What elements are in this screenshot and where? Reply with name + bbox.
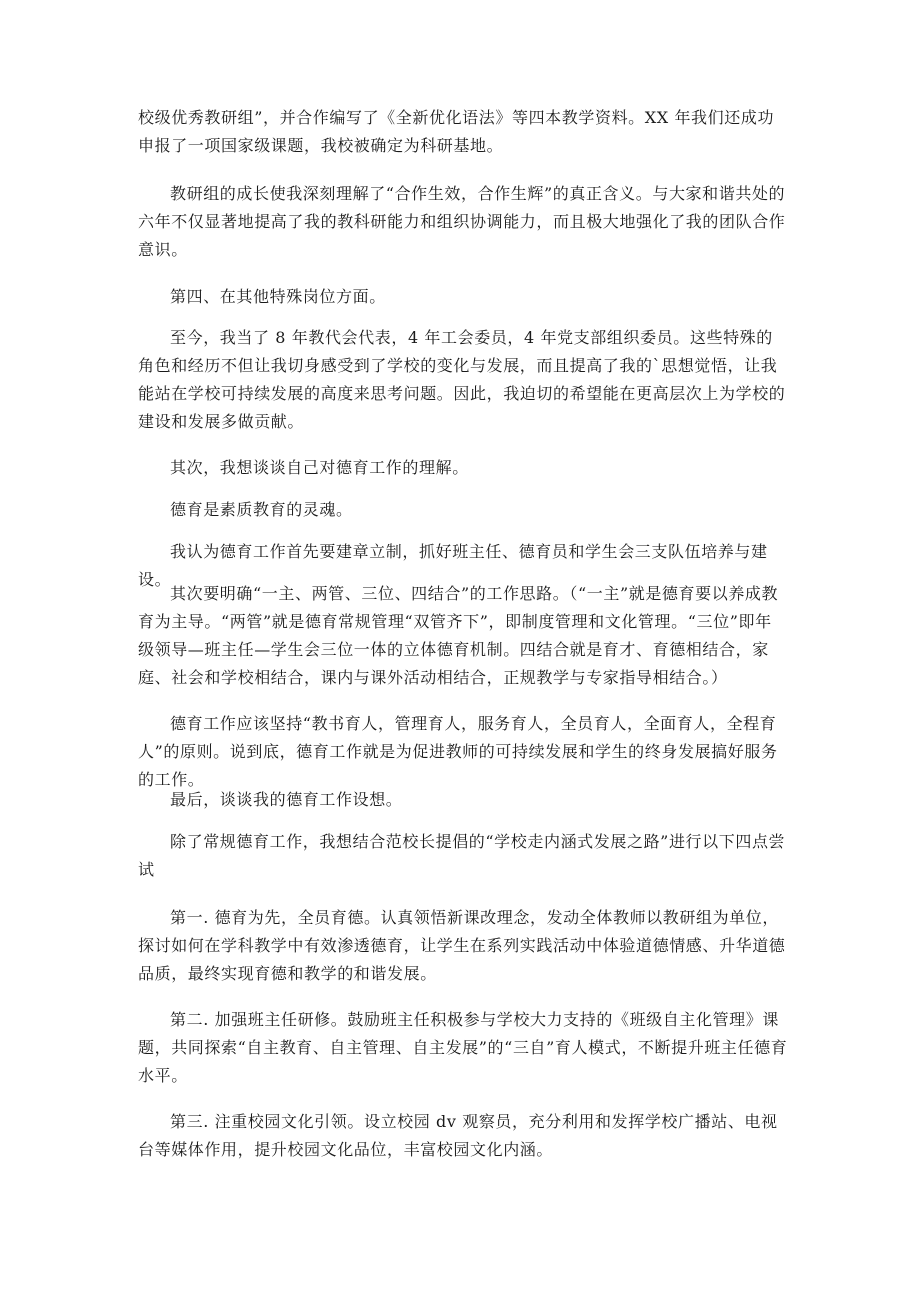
paragraph-11: 除了常规德育工作，我想结合范校长提倡的“学校走内涵式发展之路”进行以下四点尝试 — [138, 832, 786, 879]
paragraph-13: 第二. 加强班主任研修。鼓励班主任积极参与学校大力支持的《班级自主化管理》课题，共同探索“自主教育、自主管理、自主发展”的“三自”育人模式，不断提升班主任德育水平。 — [138, 1010, 788, 1085]
paragraph-2: 教研组的成长使我深刻理解了“合作生效，合作生辉”的真正含义。与大家和谐共处的六年不仅显著地提高了我的教科研能力和组织协调能力，而且极大地强化了我的团队合作意识。 — [138, 184, 786, 259]
paragraph-14: 第三. 注重校园文化引领。设立校园 dv 观察员，充分利用和发挥学校广播站、电视台等媒体作用，提升校园文化品位，丰富校园文化内涵。 — [138, 1112, 778, 1159]
paragraph-10: 最后，谈谈我的德育工作设想。 — [170, 790, 403, 809]
paragraph-1: 校级优秀教研组”，并合作编写了《全新优化语法》等四本教学资料。XX 年我们还成功申报了一项国家级课题，我校被确定为科研基地。 — [138, 108, 775, 155]
paragraph-6: 德育是素质教育的灵魂。 — [170, 500, 353, 519]
paragraph-4: 至今，我当了 8 年教代会代表，4 年工会委员，4 年党支部组织委员。这些特殊的角色和经历不但让我切身感受到了学校的变化与发展，而且提高了我的`思想觉悟，让我能站在学校可持续发展的高度来思考问题。因此，我迫切的希望能在更高层次上为学校的建设和发展多做贡献。 — [138, 328, 786, 431]
paragraph-7: 我认为德育工作首先要建章立制，抓好班主任、德育员和学生会三支队伍培养与建设。 — [138, 542, 768, 589]
paragraph-3: 第四、在其他特殊岗位方面。 — [170, 287, 386, 306]
paragraph-12: 第一. 德育为先，全员育德。认真领悟新课改理念，发动全体教师以教研组为单位，探讨如何在学科教学中有效渗透德育，让学生在系列实践活动中体验道德情感、升华道德品质，最终实现育德和教学的和谐发展。 — [138, 908, 786, 983]
paragraph-8: 其次要明确“一主、两管、三位、四结合”的工作思路。（“一主”就是德育要以养成教育为主导。“两管”就是德育常规管理“双管齐下”，即制度管理和文化管理。“三位”即年级领导—班主任—学生会三位一体的立体德育机制。四结合就是育才、育德相结合，家庭、社会和学校相结合，课内与课外活动相结合，正规教学与专家指导相结合。） — [138, 584, 779, 687]
paragraph-9: 德育工作应该坚持“教书育人，管理育人，服务育人，全员育人，全面育人，全程育人”的原则。说到底，德育工作就是为促进教师的可持续发展和学生的终身发展搞好服务的工作。 — [138, 714, 778, 789]
paragraph-5: 其次，我想谈谈自己对德育工作的理解。 — [170, 458, 469, 477]
